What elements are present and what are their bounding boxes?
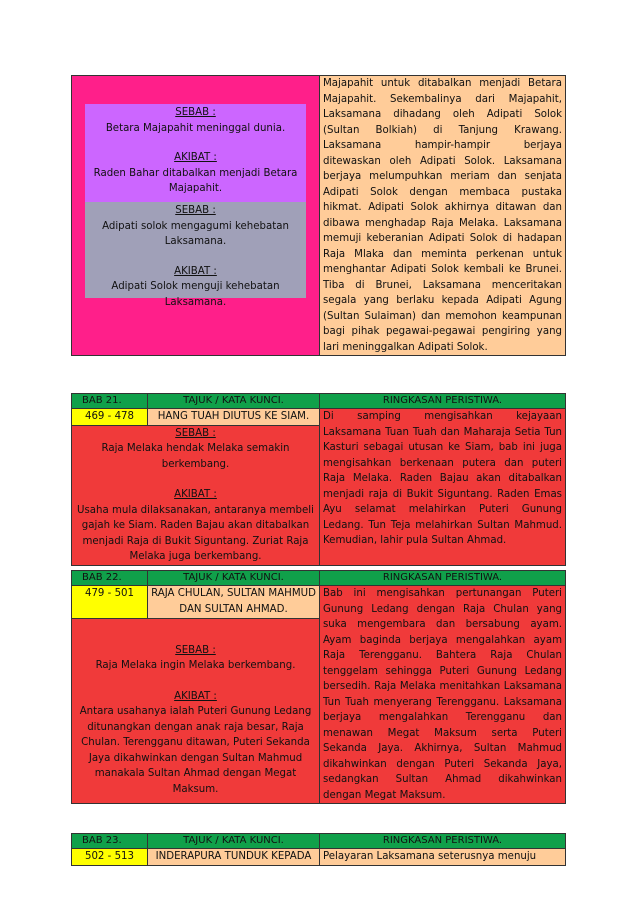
page-range: 502 - 513 xyxy=(72,849,148,866)
sebab-text: Adipati solok mengagumi kehebatan Laksamana. xyxy=(102,220,289,247)
cause-effect-box-1 xyxy=(85,104,306,202)
top-table xyxy=(71,75,566,356)
bab-number: BAB 22. xyxy=(72,571,148,586)
sebab-text: Betara Majapahit meninggal dunia. xyxy=(105,122,286,134)
akibat-label: AKIBAT : xyxy=(174,690,217,702)
top-cause-effect-cell xyxy=(72,76,320,356)
akibat-text: Adipati Solok menguji kehebatan Laksamana. xyxy=(111,281,280,308)
bab22-table xyxy=(71,570,566,804)
akibat-label: AKIBAT : xyxy=(174,489,217,500)
akibat-label: AKIBAT : xyxy=(174,265,217,277)
sebab-label: SEBAB : xyxy=(175,205,216,216)
top-summary: Majapahit untuk ditabalkan menjadi Betara Majapahit. Sekembalinya dari Majapahit, Laksamana dihadang oleh Adipati Solok (Sultan Bolkiah) di Tanjung Krawang. Laksamana hampir-hampir berjaya ditewaskan oleh Adipati Solok. Laksamana berjaya melumpuhkan meriam dan senjata Adipati Solok dengan membaca pustaka hikmat. Adipati Solok akhirnya ditawan dan dibawa menghadap Raja Melaka. Laksamana memuji keberanian Adipati Solok di hadapan Raja Mlaka dan meminta perkenan untuk menghantar Adipati Solok kembali ke Brunei. Tiba di Brunei, Laksamana menceritakan segala yang berlaku kepada Adipati Agung (Sultan Sulaiman) dan memohon keampunan bagi pihak pegawai-pegawai pengiring yang lari meninggalkan Adipati Solok. xyxy=(320,76,566,356)
cause-effect-box-2 xyxy=(85,202,306,308)
tajuk-header: TAJUK / KATA KUNCI. xyxy=(148,571,320,586)
summary: Pelayaran Laksamana seterusnya menuju xyxy=(320,849,566,866)
sebab-label: SEBAB : xyxy=(175,427,216,439)
bab-number: BAB 23. xyxy=(72,834,148,849)
page-range: 469 - 478 xyxy=(72,409,148,426)
tajuk-header: TAJUK / KATA KUNCI. xyxy=(148,834,320,849)
tajuk-text: HANG TUAH DIUTUS KE SIAM. xyxy=(148,409,320,426)
sebab-text: Raja Melaka hendak Melaka semakin berkembang. xyxy=(101,443,290,470)
summary: Di samping mengisahkan kejayaan Laksamana Tuan Tuah dan Maharaja Setia Tun Kasturi sebagai utusan ke Siam, bab ini juga mengisahkan berkenaan putera dan puteri Raja Melaka. Raden Bajau akan ditabalkan menjadi raja di Bukit Siguntang. Raden Emas Ayu selamat melahirkan Puteri Gunung Ledang. Tun Teja melahirkan Sultan Mahmud. Kemudian, lahir pula Sultan Ahmad. xyxy=(320,409,566,566)
cause-effect-cell xyxy=(72,425,320,565)
bab21-table xyxy=(71,393,566,566)
akibat-text: Raden Bahar ditabalkan menjadi Betara Majapahit. xyxy=(93,167,298,194)
cause-effect-cell xyxy=(72,618,320,803)
tajuk-text: INDERAPURA TUNDUK KEPADA xyxy=(148,849,320,866)
ringkasan-header: RINGKASAN PERISTIWA. xyxy=(320,571,566,586)
akibat-text: Antara usahanya ialah Puteri Gunung Ledang ditunangkan dengan anak raja besar, Raja Chulan. Terengganu ditawan, Puteri Sekanda Jaya dikahwinkan dengan Sultan Mahmud manakala Sultan Ahmad dengan Megat Maksum. xyxy=(79,706,312,795)
tajuk-header: TAJUK / KATA KUNCI. xyxy=(148,394,320,409)
ringkasan-header: RINGKASAN PERISTIWA. xyxy=(320,394,566,409)
sebab-label: SEBAB : xyxy=(175,644,216,656)
akibat-text: Usaha mula dilaksanakan, antaranya membeli gajah ke Siam. Raden Bajau akan ditabalkan menjadi Raja di Bukit Siguntang. Zuriat Raja Melaka juga berkembang. xyxy=(77,504,314,562)
summary: Bab ini mengisahkan pertunangan Puteri Gunung Ledang dengan Raja Chulan yang suka mengembara dan bersabung ayam. Ayam baginda berjaya mengalahkan ayam Raja Terengganu. Bahtera Raja Chulan tenggelam sehingga Puteri Gunung Ledang bersedih. Raja Melaka menitahkan Laksamana Tun Tuah menyerang Terengganu. Laksamana berjaya mengalahkan Terengganu dan menawan Megat Maksum serta Puteri Sekanda Jaya. Akhirnya, Sultan Mahmud dikahwinkan dengan Puteri Sekanda Jaya, sedangkan Sultan Ahmad dikahwinkan dengan Megat Maksum. xyxy=(320,586,566,804)
sebab-text: Raja Melaka ingin Melaka berkembang. xyxy=(95,660,296,672)
page-range: 479 - 501 xyxy=(72,586,148,619)
bab-number: BAB 21. xyxy=(72,394,148,409)
sebab-label: SEBAB : xyxy=(175,107,216,118)
ringkasan-header: RINGKASAN PERISTIWA. xyxy=(320,834,566,849)
bab23-table xyxy=(71,833,566,866)
akibat-label: AKIBAT : xyxy=(174,152,217,163)
tajuk-text: RAJA CHULAN, SULTAN MAHMUD DAN SULTAN AHMAD. xyxy=(148,586,320,619)
